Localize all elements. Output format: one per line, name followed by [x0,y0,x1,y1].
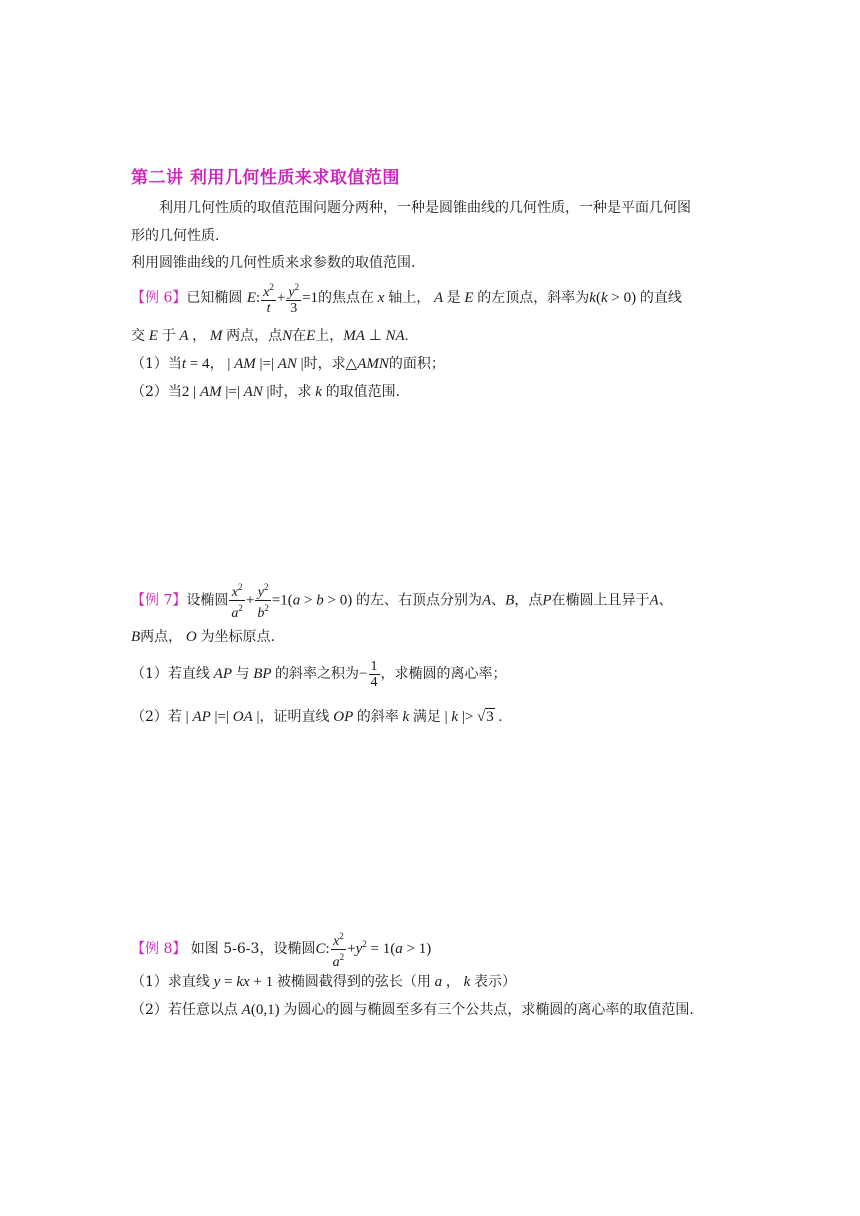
example-6-question-1: （1）当t = 4， | AM |=| AN |时，求△AMN的面积； [131,356,445,372]
intro-line-3: 利用圆锥曲线的几何性质来求参数的取值范围. [131,255,416,271]
example-7-tag: 【例 7】 [131,592,187,609]
intro-line-1: 利用几何性质的取值范围问题分两种，一种是圆锥曲线的几何性质，一种是平面几何图 [159,200,691,216]
intro-line-2: 形的几何性质. [131,228,220,244]
example-8-tag: 【例 8】 [131,941,187,957]
example-8-question-1: （1）求直线 y = kx + 1 被椭圆截得到的弦长（用 a ， k 表示） [131,974,517,990]
lecture-heading: 第二讲 利用几何性质来求取值范围 [131,168,400,188]
example-7-line-2: B两点， O 为坐标原点. [131,629,275,645]
example-6-tag: 【例 6】 [131,290,187,306]
example-8-line-1: 【例 8】 如图 5-6-3，设椭圆C: $\frac{x^2}{a^2}$ $+y^2 = 1(a > 1)$ [131,930,432,970]
example-8-question-2: （2）若任意以点 A(0,1) 为圆心的圆与椭圆至多有三个公共点，求椭圆的离心率的取值范围. [131,1002,694,1018]
example-6-line-2: 交 E 于 A ， M 两点，点N在E上，MA ⊥ NA. [131,328,409,344]
example-7-question-1: （1）若直线 AP 与 BP 的斜率之积为− $\frac{1}{4}$ ，求椭圆的离心率； [131,658,507,690]
example-6-line-1: 【例 6】已知椭圆 E: $\frac{x^2}{t}$ + $\frac{y^2}{3}$ =1的焦点在 x 轴上， A 是 E 的左顶点，斜率为k(k > 0) 的直线 [131,282,682,316]
example-7-question-2: （2）若 | AP |=| OA |，证明直线 OP 的斜率 k 满足 | k |> √3 . [131,709,503,725]
example-7-line-1: 【例 7】设椭圆 $\frac{x^2}{a^2}$ + $\frac{y^2}{b^2}$ =1(a > b > 0) 的左、右顶点分别为A、B，点P在椭圆上且异于A、 [131,582,673,621]
example-6-question-2: （2）当2 | AM |=| AN |时，求 k 的取值范围. [131,384,401,400]
